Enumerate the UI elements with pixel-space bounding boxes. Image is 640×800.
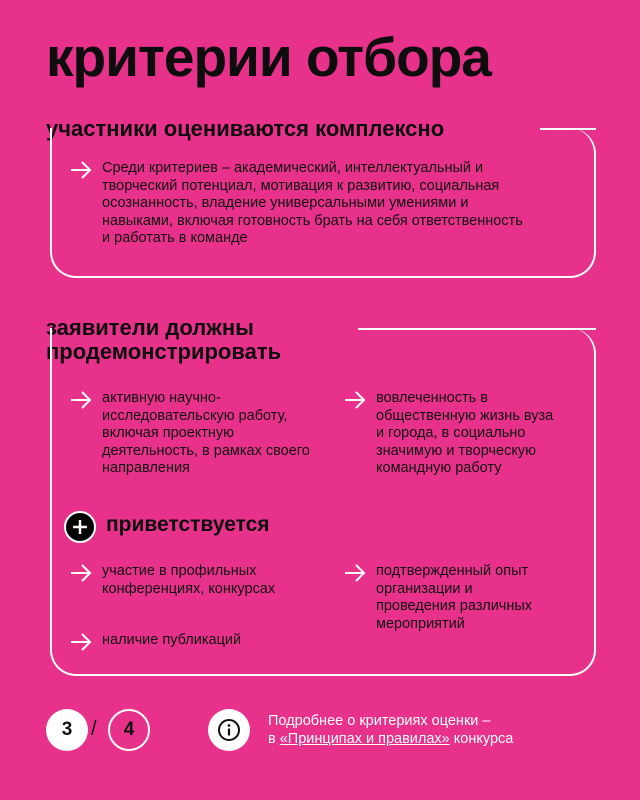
- section2-left-item: [70, 390, 320, 478]
- section2-right-item: [344, 390, 561, 478]
- page-current: 3: [46, 709, 88, 751]
- welcome-right-text-1: подтвержденный опыт организации и проведения различных мероприятий: [376, 563, 533, 632]
- arrow-right-icon: [70, 391, 92, 409]
- info-text: [268, 712, 513, 748]
- welcome-left-text-1: участие в профильных конференциях, конкурсах: [102, 563, 276, 597]
- section1-text: Среди критериев – академический, интеллектуальный и творческий потенциал, мотивация к развитию, социальная осознанность, владение универсальными умениями и навыками, включая готовность брать на себя ответственность и работать в команде: [102, 160, 523, 246]
- page-total: 4: [108, 709, 150, 751]
- welcome-heading: приветствуется: [106, 513, 270, 536]
- welcome-right-item-1: [344, 563, 536, 633]
- section2-heading-line2: продемонстрировать: [46, 339, 282, 364]
- arrow-right-icon: [70, 564, 92, 582]
- info-line1: Подробнее о критериях оценки –: [268, 713, 491, 729]
- welcome-left-text-2: наличие публикаций: [102, 632, 242, 648]
- arrow-right-icon: [70, 633, 92, 651]
- section1-heading: участники оцениваются комплексно: [46, 116, 445, 141]
- page-title: критерии отбора: [46, 26, 491, 88]
- welcome-left-item-1: [70, 563, 282, 598]
- page-separator: /: [91, 718, 97, 740]
- plus-icon: [64, 511, 96, 543]
- info-line2-prefix: в: [268, 731, 280, 747]
- info-line2: [268, 730, 513, 748]
- section1-item: [70, 160, 550, 248]
- section2-right-text: вовлеченность в общественную жизнь вуза и города, в социально значимую и творческую командную работу: [376, 390, 554, 476]
- welcome-left-item-2: [70, 632, 302, 651]
- arrow-right-icon: [70, 161, 92, 179]
- arrow-right-icon: [344, 391, 366, 409]
- info-icon: [208, 709, 250, 751]
- info-line2-suffix: конкурса: [449, 731, 514, 747]
- section2-heading-line1: заявители должны: [46, 315, 254, 340]
- section2-left-text: активную научно-исследовательскую работу, включая проектную деятельность, в рамках своего направления: [102, 390, 310, 476]
- rules-link[interactable]: «Принципах и правилах»: [279, 731, 450, 747]
- arrow-right-icon: [344, 564, 366, 582]
